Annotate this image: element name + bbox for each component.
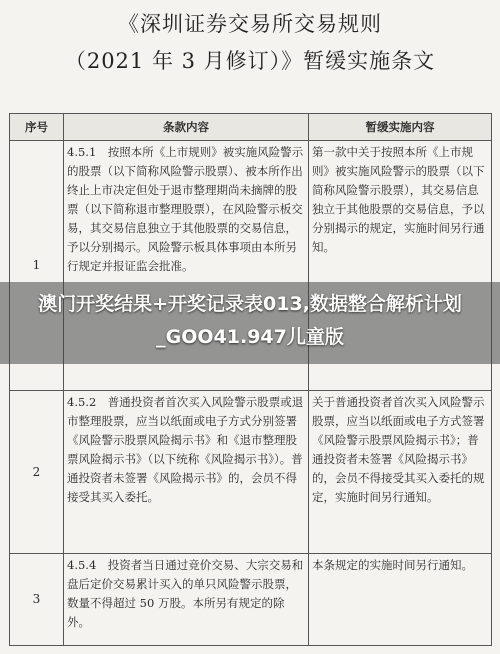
row-clause-text: 4.5.4 投资者当日通过竞价交易、大宗交易和盘后定价交易累计买入的单只风险警示股票，数量不得超过 50 万股。本所另有规定的除外。 <box>67 558 304 629</box>
row-number: 1 <box>10 141 64 391</box>
row-deferred-text: 关于普通投资者首次买入风险警示股票，应当以纸面或电子方式签署《风险警示股票风险揭示书》；普通投资者未签署《风险揭示书》的，会员不得接受其买入委托的规定，实施时间另行通知。 <box>312 395 485 504</box>
row-number: 3 <box>10 554 64 646</box>
row-clause-cell <box>64 554 309 646</box>
table-header-row <box>10 114 492 141</box>
header-deferred: 暂缓实施内容 <box>309 114 492 141</box>
table-row <box>10 554 492 646</box>
header-number: 序号 <box>10 114 64 141</box>
row-deferred-cell <box>309 391 492 554</box>
row-deferred-text: 本条规定的实施时间另行通知。 <box>312 558 473 572</box>
row-clause-text: 4.5.2 普通投资者首次买入风险警示股票或退市整理股票，应当以纸面或电子方式分别签署《风险警示股票风险揭示书》和《退市整理股票风险揭示书》（以下统称《风险揭示书》）。普通投资者未签署《风险揭示书》的，会员不得接受其买入委托。 <box>67 395 304 504</box>
overlay-caption: 澳门开奖结果+开奖记录表013,数据整合解析计划_GOO41.947儿童版 <box>38 293 462 348</box>
table-row <box>10 391 492 554</box>
header-clause: 条款内容 <box>64 114 309 141</box>
row-deferred-cell <box>309 554 492 646</box>
row-clause-cell <box>64 391 309 554</box>
row-clause-text: 4.5.1 按照本所《上市规则》被实施风险警示的股票（以下简称风险警示股票）、被本所作出终止上市决定但处于退市整理期尚未摘牌的股票（以下简称退市整理股票），在风险警示板交易，其交易信息独立于其他股票的交易信息，予以分别揭示。风险警示板具体事项由本所另行规定并报证监会批准。 <box>67 145 304 273</box>
row-deferred-text: 第一款中关于按照本所《上市规则》被实施风险警示的股票（以下简称风险警示股票），其交易信息独立于其他股票的交易信息，予以分别揭示的规定，实施时间另行通知。 <box>312 145 485 254</box>
rules-table <box>9 113 492 646</box>
document-title-line2: （2021 年 3 月修订）》暂缓实施条文 <box>64 49 436 73</box>
document-title-line1: 《深圳证券交易所交易规则 <box>118 12 382 36</box>
row-number: 2 <box>10 391 64 554</box>
